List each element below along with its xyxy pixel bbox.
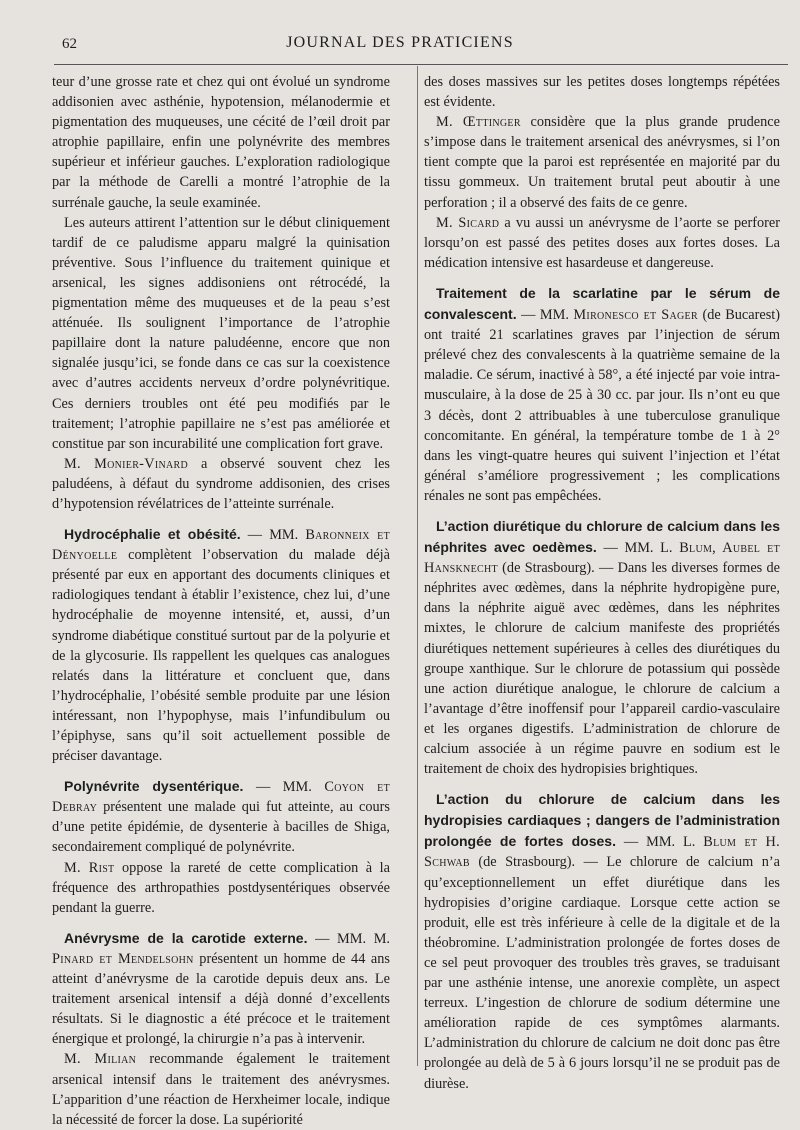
- author-name: M. Milian: [64, 1051, 137, 1068]
- author-name: M. Rist: [64, 859, 115, 876]
- paragraph: teur d’une grosse rate et chez qui ont évolué un syndrome addisonien avec asthénie, hypotension, mélanodermie et pigmentation des muqueuses, une cécité de l’œil droit par atrophie papillaire, enfin une polynévrite des membres supérieur et inférieur gauches. L’exploration radiologique par la méthode de Carelli a montré l’atrophie de la surrénale gauche, la seule examinée.: [52, 74, 390, 211]
- section-hydropisies: [424, 789, 780, 1093]
- separator: — MM.: [243, 779, 325, 796]
- separator: — MM.: [240, 527, 306, 544]
- header-rule: [54, 64, 788, 65]
- paragraph-text: oppose la rareté de cette complication à la fréquence des arthropathies postdysentériques observée pendant la guerre.: [52, 859, 391, 916]
- right-column: [424, 72, 780, 1094]
- author-names: Pinard et Mendelsohn: [52, 950, 194, 967]
- section-heading: L’action du chlorure de calcium dans les hydropisies cardiaques ; dangers de l’administration prolongée de fortes doses.: [424, 791, 780, 850]
- separator: — MM. M.: [307, 930, 390, 947]
- paragraph: [424, 213, 780, 273]
- paragraph-text: présentent une malade qui fut atteinte, au cours d’une petite épidémie, de dysenterie à bacilles de Shiga, secondairement compliqué de polynévrite.: [52, 799, 390, 856]
- section-heading: Traitement de la scarlatine par le sérum de convalescent.: [424, 284, 780, 323]
- paragraph-text: présentent un homme de 44 ans atteint d’anévrysme de la carotide depuis deux ans. Le traitement arsenical intensif a déjà donné d’excellents résultats. Si le diagnostic a été précoce et le traitement énergique et prolongé, la chirurgie n’a pas à intervenir.: [52, 950, 390, 1048]
- paragraph-text: a observé souvent chez les paludéens, à défaut du syndrome addisonien, des crises d’hypotension révélatrices de l’atteinte surrénale.: [52, 455, 390, 512]
- separator: — MM. L.: [615, 834, 704, 851]
- paragraph: des doses massives sur les petites doses longtemps répétées est évidente.: [424, 74, 780, 111]
- author-names: Blum et H. Schwab: [424, 834, 780, 871]
- paragraph: [424, 112, 780, 212]
- section-heading: Hydrocéphalie et obésité.: [64, 526, 241, 543]
- author-name: M. Sicard: [436, 214, 500, 231]
- paragraph: [52, 1049, 390, 1129]
- section-heading: L’action diurétique du chlorure de calcium dans les néphrites avec oedèmes.: [424, 517, 780, 556]
- section-heading: Anévrysme de la carotide externe.: [64, 929, 308, 946]
- section-polynevrite: [52, 776, 390, 857]
- paragraph-text: (de Strasbourg). — Le chlorure de calcium n’a qu’exceptionnellement un effet diurétique dans les hydropisies d’origine cardiaque. Lorsque cette action se produit, elle est très inférieure à celle de la digitale et de la théobromine. L’administration prolongée de fortes doses de ce sel peut provoquer des troubles très graves, se traduisant par une asthénie intense, une anorexie complète, un aspect terreux. L’ingestion de chlorure de sodium détermine une amélioration rapide de ces symptômes alarmants. L’administration du chlorure de calcium ne doit donc pas être prolongée au delà de 5 à 6 jours lorsqu’il ne se produit pas de diurèse.: [424, 854, 780, 1092]
- paragraph-text: (de Strasbourg). — Dans les diverses formes de néphrites avec œdèmes, dans la néphrite hydropigène pure, dans la néphrite aiguë avec œdèmes, dans les néphrites mixtes, le chlorure de calcium manifeste des propriétés diurétiques nettement supérieures à celles des diurétiques du groupe xanthique. Sur le chlorure de potassium qui possède une action diurétique analogue, le chlorure de calcium a l’avantage d’être inoffensif pour l’appareil cardio-vasculaire et les organes digestifs. L’administration de chlorure de calcium associée à un régime pauvre en sodium est le traitement de choix des hydropisies brightiques.: [424, 560, 780, 778]
- separator: — MM.: [516, 307, 574, 324]
- author-names: Blum, Aubel et Hansknecht: [424, 540, 780, 577]
- paragraph: Les auteurs attirent l’attention sur le début cliniquement tardif de ce paludisme apparu malgré la quinisation préventive. Sous l’influence du traitement quinique et arsenical, les signes addisoniens ont rétrocédé, la pigmentation même des muqueuses et de la peau s’est atténuée. Ils soulignent l’importance de l’atrophie papillaire dont la nature paludéenne, encore que non signalée jusqu’ici, se fonde dans ce cas sur la coexistence avec d’autres accidents nerveux d’ordre polynévritique. Ces derniers troubles ont été peu modifiés par le traitement; l’atrophie papillaire ne s’est pas améliorée et constitue par son incurabilité une complication fort grave.: [52, 214, 390, 452]
- journal-title: JOURNAL DES PRATICIENS: [286, 34, 514, 51]
- section-anevrysme: [52, 928, 390, 1050]
- author-names: Mironesco et Sager: [573, 307, 698, 324]
- author-names: Baronneix et Dényoelle: [52, 527, 390, 564]
- paragraph-text: recommande également le traitement arsenical intensif dans le traitement des anévrysmes. L’apparition d’une réaction de Herxheimer locale, indique la nécessité de forcer la dose. La supériorité: [52, 1051, 390, 1128]
- paragraph: [52, 454, 390, 514]
- section-hydrocephalie: [52, 524, 390, 766]
- separator: — MM. L.: [596, 540, 680, 557]
- page-number: 62: [62, 36, 77, 52]
- paragraph-text: (de Bucarest) ont traité 21 scarlatines graves par l’injection de sérum prélevé chez des convalescents à la quatrième semaine de la maladie. Ce sérum, inactivé à 58°, a été injecté par voie intra-musculaire, à la dose de 25 à 30 cc. par jour. Ils n’ont eu que 3 décès, dont 2 attribuables à une tuberculose granulique concomitante. En général, la température tombe de 1 à 2° dans les vingt-quatre heures qui suivent l’injection et l’état général s’améliore progressivement ; les complications rénales ne sont pas empêchées.: [424, 307, 780, 504]
- section-heading: Polynévrite dysentérique.: [64, 778, 244, 795]
- author-name: M. Œttinger: [436, 114, 521, 131]
- author-names: Coyon et Debray: [52, 779, 390, 816]
- paragraph-text: a vu aussi un anévrysme de l’aorte se perforer lorsqu’on est passé des petites doses aux fortes doses. La médication intensive est hasardeuse et dangereuse.: [424, 214, 780, 271]
- running-header: [0, 30, 800, 60]
- paragraph-text: complètent l’observation du malade déjà présenté par eux en apportant des documents cliniques et radiologiques tendant à établir l’existence, chez lui, d’une hydrocéphalie de moyenne intensité, et, aussi, d’un syndrome diabétique constitué surtout par de la polyurie et de la glycosurie. Ils rappellent les quelques cas analogues relatés dans la littérature et concluent que, dans l’hydrocéphalie, l’obésité semble produite par une lésion intéressant, non l’hypophyse, mais l’infundibulum ou l’épiphyse, sans qu’il soit actuellement possible de préciser davantage.: [52, 547, 390, 765]
- column-divider: [417, 66, 418, 1066]
- author-name: M. Monier-Vinard: [64, 455, 189, 472]
- left-column: [52, 72, 390, 1130]
- section-scarlatine: [424, 283, 780, 506]
- paragraph: [52, 858, 390, 918]
- paragraph-text: considère que la plus grande prudence s’impose dans le traitement arsenical des anévrysmes, si l’on tient compte que la paroi est représentée en majorité par du tissu gommeux. Un traitement brutal peut aboutir à une perforation ; il a observé des faits de ce genre.: [424, 114, 780, 211]
- section-diuretique: [424, 516, 780, 779]
